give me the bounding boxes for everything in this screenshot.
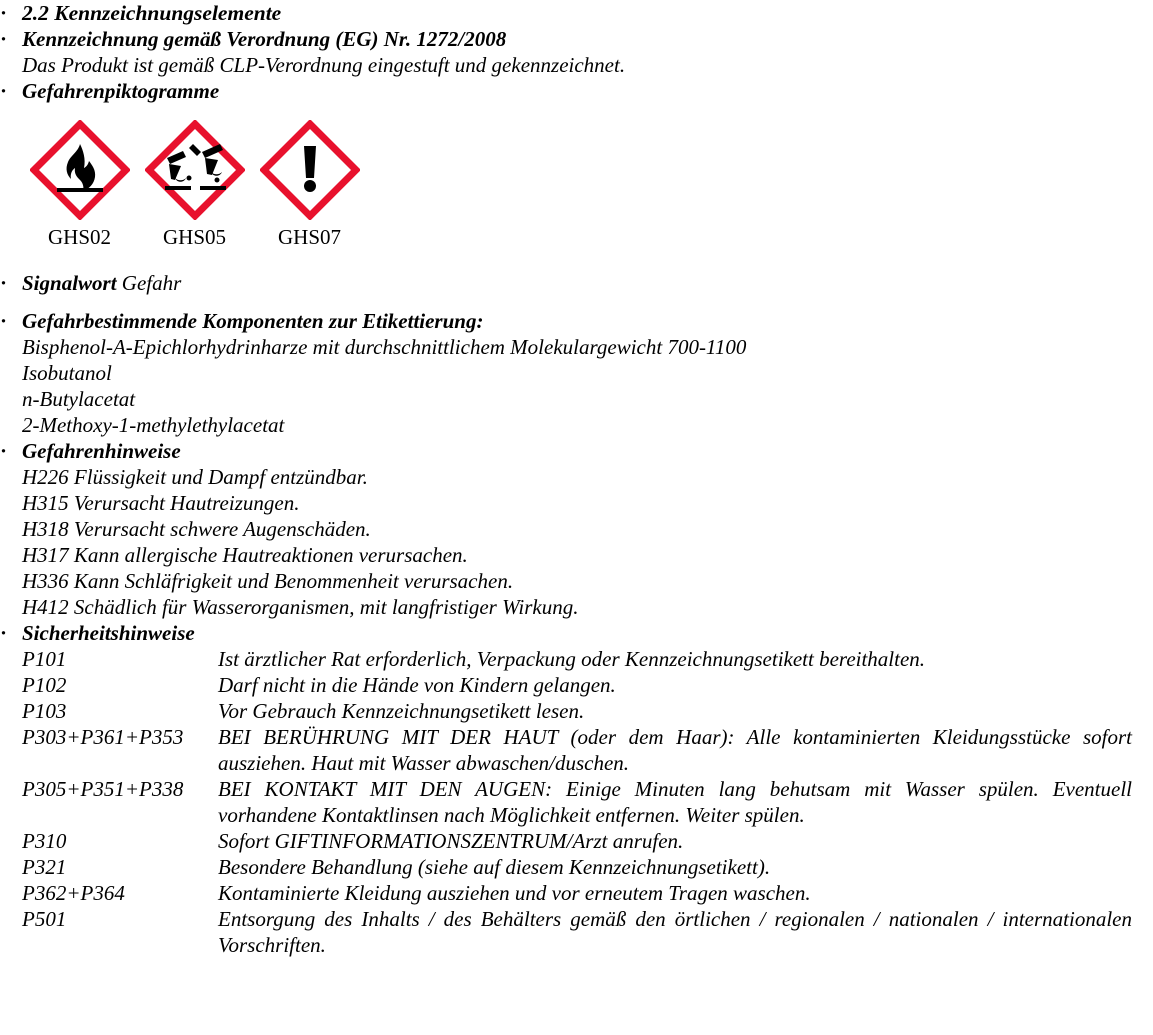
components-heading-row	[0, 308, 1153, 334]
hazard-heading-row	[0, 438, 1153, 464]
bullet-icon: ·	[0, 27, 8, 51]
pictograms-heading-row	[0, 78, 1153, 104]
bullet-icon: ·	[0, 1, 8, 25]
precaution-code: P101	[22, 647, 67, 671]
precaution-text: Besondere Behandlung (siehe auf diesem Kennzeichnungsetikett).	[218, 855, 771, 879]
exclamation-mark-icon	[260, 120, 360, 220]
hazard-statement	[0, 542, 1153, 568]
precaution-text: Kontaminierte Kleidung ausziehen und vor erneutem Tragen waschen.	[218, 881, 811, 905]
flame-icon	[30, 120, 130, 220]
precaution-text: Ist ärztlicher Rat erforderlich, Verpackung oder Kennzeichnungsetikett bereithalten.	[218, 647, 926, 671]
table-row	[22, 854, 1132, 880]
precaution-text: Entsorgung des Inhalts / des Behälters gemäß den örtlichen / regionalen / nationalen / internationalen Vorschriften.	[218, 907, 1132, 957]
hazard-text: H315 Verursacht Hautreizungen.	[22, 491, 300, 515]
component-text: 2-Methoxy-1-methylethylacetat	[22, 413, 285, 437]
bullet-icon: ·	[0, 271, 8, 295]
bullet-icon: ·	[0, 439, 8, 463]
precaution-code: P310	[22, 829, 67, 853]
table-row	[22, 672, 1132, 698]
hazard-statement	[0, 490, 1153, 516]
precaution-code: P321	[22, 855, 67, 879]
signal-word-label: Signalwort	[22, 271, 117, 295]
pictogram-code: GHS07	[277, 225, 341, 249]
labelling-text-row	[0, 52, 1153, 78]
table-row	[22, 880, 1132, 906]
precaution-text: Vor Gebrauch Kennzeichnungsetikett lesen.	[218, 699, 585, 723]
components-heading: Gefahrbestimmende Komponenten zur Etikettierung:	[22, 309, 484, 333]
component-text: Bisphenol-A-Epichlorhydrinharze mit durchschnittlichem Molekulargewicht 700-1100	[22, 335, 747, 359]
section-heading: 2.2 Kennzeichnungselemente	[22, 1, 282, 25]
hazard-statement	[0, 594, 1153, 620]
section-heading-row	[0, 0, 1153, 26]
precaution-code: P362+P364	[22, 881, 125, 905]
pictograms-heading: Gefahrenpiktogramme	[22, 79, 220, 103]
hazard-text: H317 Kann allergische Hautreaktionen verursachen.	[22, 543, 468, 567]
signal-word-row	[0, 270, 1153, 296]
precaution-code: P303+P361+P353	[22, 725, 184, 749]
precaution-text: Sofort GIFTINFORMATIONSZENTRUM/Arzt anrufen.	[218, 829, 684, 853]
precaution-text: BEI BERÜHRUNG MIT DER HAUT (oder dem Haar): Alle kontaminierten Kleidungsstücke sofort ausziehen. Haut mit Wasser abwaschen/duschen.	[218, 725, 1132, 775]
component-text: n-Butylacetat	[22, 387, 136, 411]
hazard-heading: Gefahrenhinweise	[22, 439, 181, 463]
precaution-heading: Sicherheitshinweise	[22, 621, 195, 645]
component-text: Isobutanol	[22, 361, 112, 385]
hazard-text: H412 Schädlich für Wasserorganismen, mit langfristiger Wirkung.	[22, 595, 579, 619]
precaution-code: P103	[22, 699, 67, 723]
table-row	[22, 906, 1132, 958]
pictogram-code: GHS02	[47, 225, 111, 249]
component-item	[0, 386, 1153, 412]
precaution-code: P305+P351+P338	[22, 777, 184, 801]
pictogram-ghs02	[28, 120, 131, 250]
bullet-icon: ·	[0, 621, 8, 645]
precaution-table	[22, 646, 1132, 958]
hazard-text: H318 Verursacht schwere Augenschäden.	[22, 517, 371, 541]
table-row	[22, 724, 1132, 776]
table-row	[22, 776, 1132, 828]
corrosion-icon	[145, 120, 245, 220]
hazard-text: H336 Kann Schläfrigkeit und Benommenheit verursachen.	[22, 569, 514, 593]
pictogram-ghs07	[258, 120, 361, 250]
component-item	[0, 334, 1153, 360]
hazard-statement	[0, 516, 1153, 542]
bullet-icon: ·	[0, 79, 8, 103]
precaution-heading-row	[0, 620, 1153, 646]
labelling-heading-row	[0, 26, 1153, 52]
signal-word-value: Gefahr	[121, 271, 182, 295]
component-item	[0, 412, 1153, 438]
labelling-text: Das Produkt ist gemäß CLP-Verordnung eingestuft und gekennzeichnet.	[22, 53, 626, 77]
component-item	[0, 360, 1153, 386]
precaution-code: P102	[22, 673, 67, 697]
table-row	[22, 698, 1132, 724]
precaution-text: BEI KONTAKT MIT DEN AUGEN: Einige Minuten lang behutsam mit Wasser spülen. Eventuell vorhandene Kontaktlinsen nach Möglichkeit entfernen. Weiter spülen.	[218, 777, 1132, 827]
pictogram-code: GHS05	[162, 225, 226, 249]
pictogram-ghs05	[143, 120, 246, 250]
hazard-text: H226 Flüssigkeit und Dampf entzündbar.	[22, 465, 368, 489]
table-row	[22, 646, 1132, 672]
hazard-statement	[0, 568, 1153, 594]
precaution-text: Darf nicht in die Hände von Kindern gelangen.	[218, 673, 616, 697]
precaution-code: P501	[22, 907, 67, 931]
labelling-heading: Kennzeichnung gemäß Verordnung (EG) Nr. 1272/2008	[22, 27, 507, 51]
table-row	[22, 828, 1132, 854]
hazard-statement	[0, 464, 1153, 490]
bullet-icon: ·	[0, 309, 8, 333]
pictogram-group	[28, 120, 1153, 250]
